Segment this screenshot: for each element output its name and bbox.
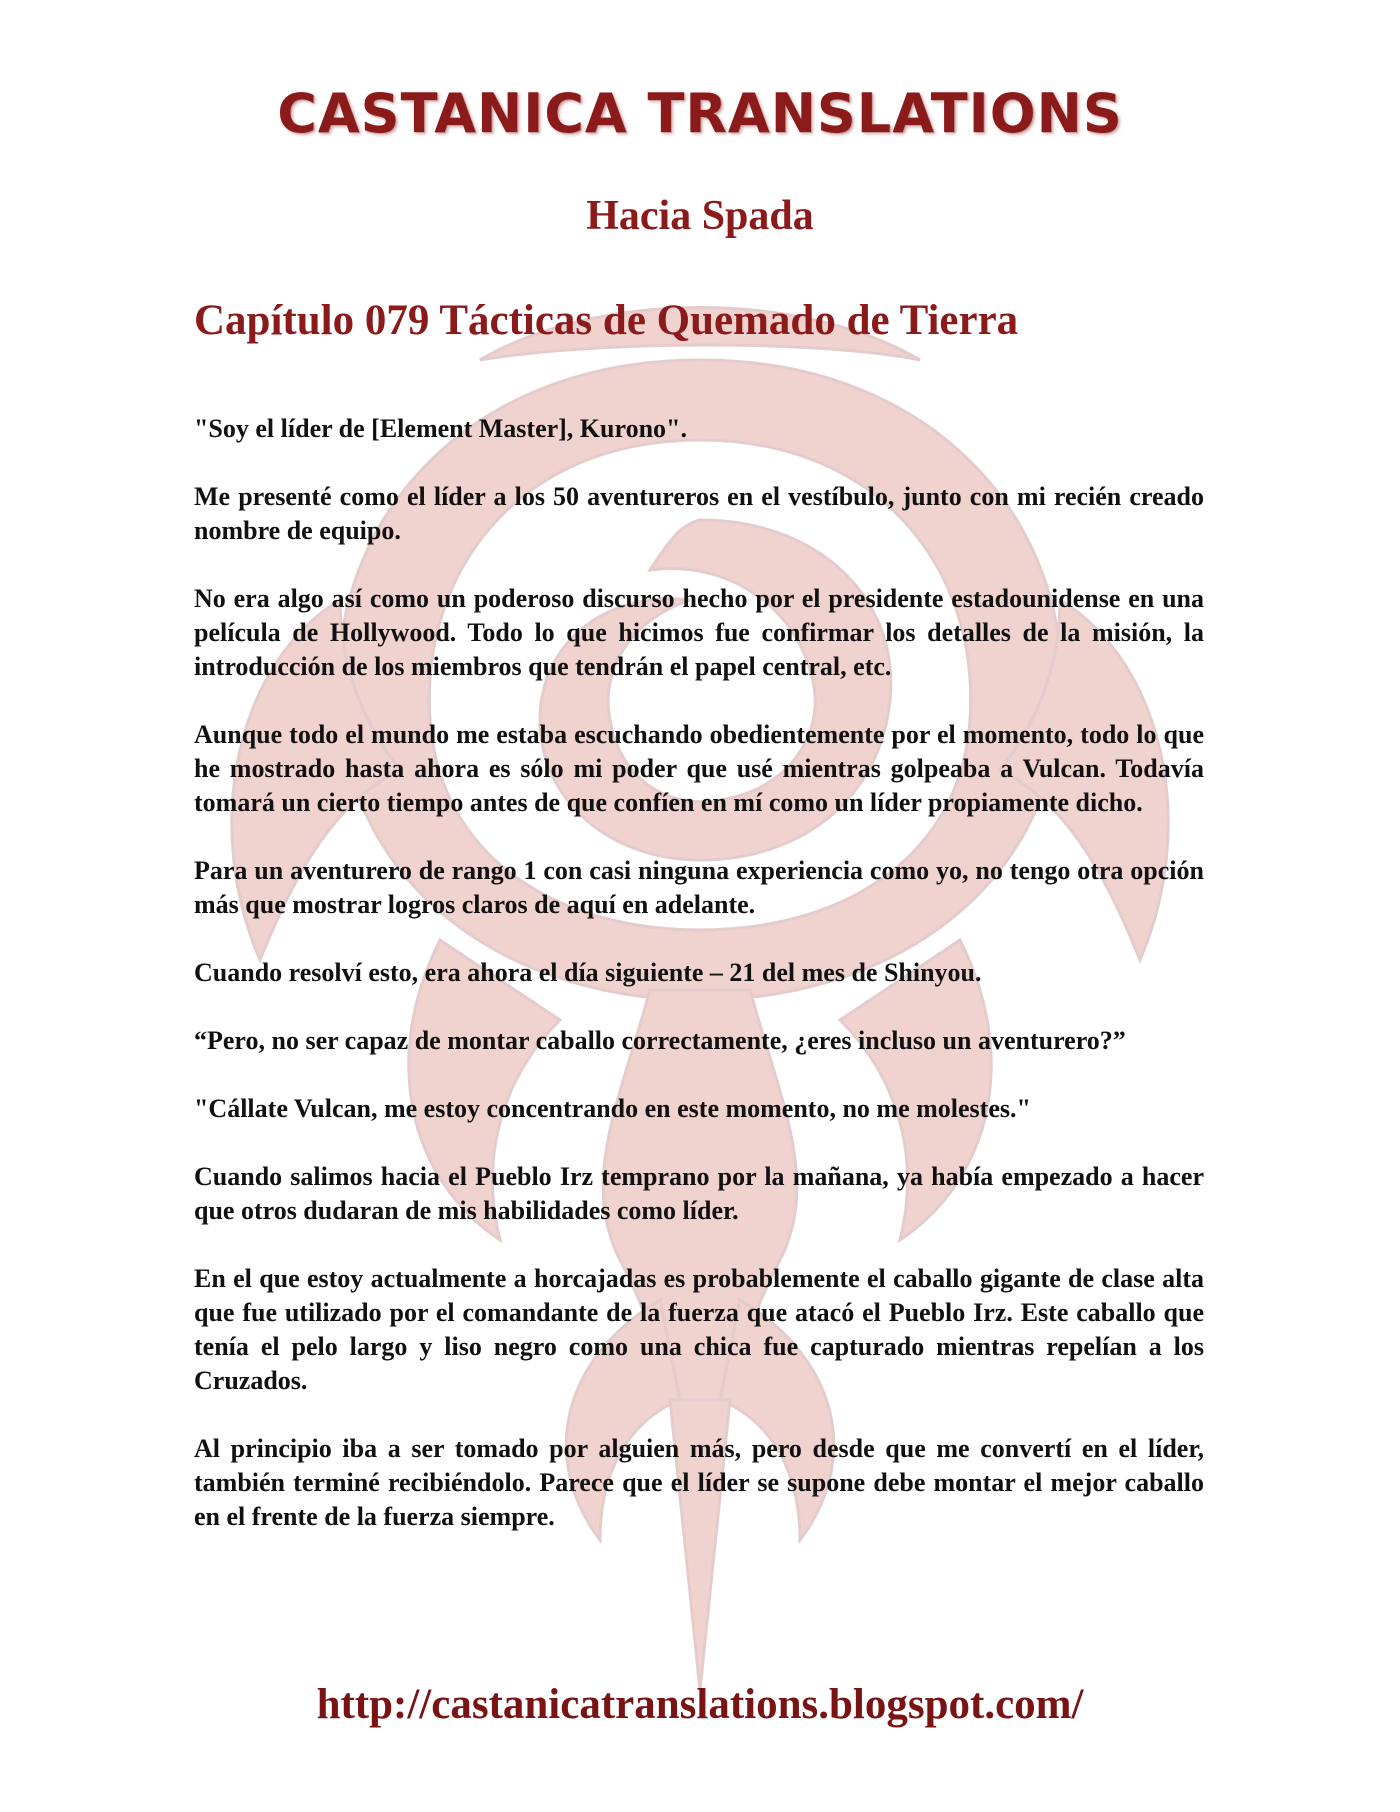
site-logo-text: CASTANICA TRANSLATIONS	[277, 82, 1123, 145]
paragraph: Para un aventurero de rango 1 con casi ninguna experiencia como yo, no tengo otra opción más que mostrar logros claros de aquí en adelante.	[194, 856, 1204, 919]
paragraph: Aunque todo el mundo me estaba escuchando obedientemente por el momento, todo lo que he mostrado hasta ahora es sólo mi poder que usé mientras golpeaba a Vulcan. Todavía tomará un cierto tiempo antes de que confíen en mí como un líder propiamente dicho.	[194, 720, 1204, 817]
series-title: Hacia Spada	[586, 193, 814, 239]
paragraph: No era algo así como un poderoso discurso hecho por el presidente estadounidense en una película de Hollywood. Todo lo que hicimos fue confirmar los detalles de la misión, la introducción de los miembros que tendrán el papel central, etc.	[194, 584, 1204, 681]
paragraph: En el que estoy actualmente a horcajadas es probablemente el caballo gigante de clase alta que fue utilizado por el comandante de la fuerza que atacó el Pueblo Irz. Este caballo que tenía el pelo largo y liso negro como una chica fue capturado mientras repelían a los Cruzados.	[194, 1264, 1204, 1395]
paragraph: Me presenté como el líder a los 50 aventureros en el vestíbulo, junto con mi recién creado nombre de equipo.	[194, 482, 1204, 545]
paragraph: "Soy el líder de [Element Master], Kurono".	[194, 414, 687, 443]
paragraph: Cuando resolví esto, era ahora el día siguiente – 21 del mes de Shinyou.	[194, 958, 982, 987]
paragraph: Al principio iba a ser tomado por alguien más, pero desde que me convertí en el líder, también terminé recibiéndolo. Parece que el líder se supone debe montar el mejor caballo en el frente de la fuerza siempre.	[194, 1434, 1204, 1531]
chapter-body	[194, 412, 1204, 1568]
paragraph: "Cállate Vulcan, me estoy concentrando en este momento, no me molestes."	[194, 1094, 1031, 1123]
paragraph: “Pero, no ser capaz de montar caballo correctamente, ¿eres incluso un aventurero?”	[194, 1026, 1126, 1055]
chapter-title: Capítulo 079 Tácticas de Quemado de Tierra	[194, 297, 1019, 344]
footer-url-link[interactable]: http://castanicatranslations.blogspot.com/	[316, 1681, 1084, 1728]
paragraph: Cuando salimos hacia el Pueblo Irz temprano por la mañana, ya había empezado a hacer que otros dudaran de mis habilidades como líder.	[194, 1162, 1204, 1225]
